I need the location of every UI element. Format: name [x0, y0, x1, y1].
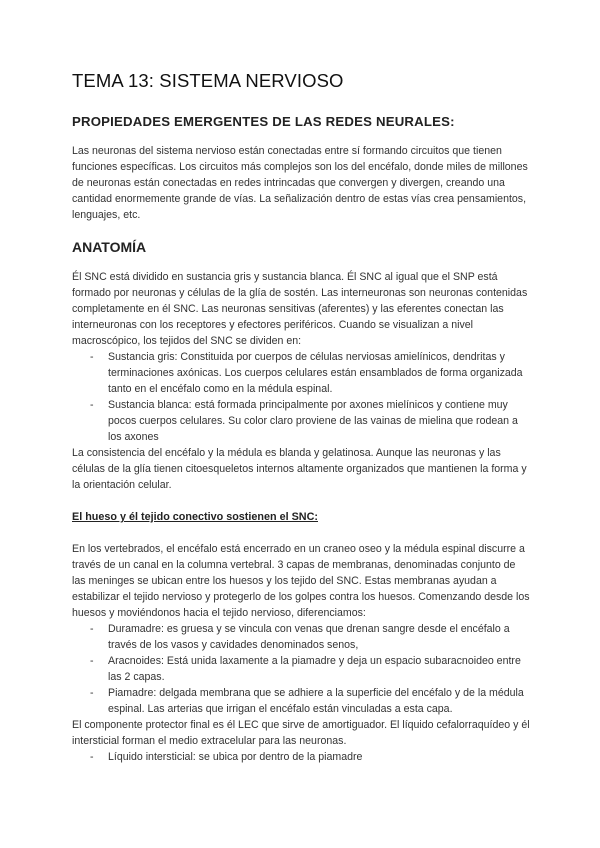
section-heading-propiedades: PROPIEDADES EMERGENTES DE LAS REDES NEURALES: — [72, 114, 455, 129]
subheading-hueso: El hueso y él tejido conectivo sostienen el SNC: — [72, 511, 318, 523]
list-meninges — [72, 621, 530, 717]
list-item: - Aracnoides: Está unida laxamente a la piamadre y deja un espacio subaracnoideo entre las 2 capas. — [108, 653, 530, 685]
list-item: - Sustancia gris: Constituida por cuerpos de células nerviosas amielínicos, dendritas y terminaciones axónicas. Los cuerpos celulares están ensamblados de forma organizada tanto en el encéfalo como en la médula espinal. — [108, 349, 530, 397]
paragraph-consistencia: La consistencia del encéfalo y la médula es blanda y gelatinosa. Aunque las neuronas y las células de la glía tienen citoesqueletos internos altamente organizados que mantienen la forma y la orientación celular. — [72, 447, 527, 491]
section-heading-anatomia: ANATOMÍA — [72, 239, 147, 255]
paragraph-meninges: En los vertebrados, el encéfalo está encerrado en un craneo oseo y la médula espinal discurre a través de un canal en la columna vertebral. 3 capas de membranas, denominadas conjunto de las meninges se ubican entre los huesos y los tejido del SNC. Estas membranas ayudan a estabilizar el tejido nervioso y protegerlo de los golpes contra los huesos. Comenzando desde los huesos y moviéndonos hacia el tejido nervioso, diferenciamos: — [72, 543, 530, 619]
paragraph-lec: El componente protector final es él LEC que sirve de amortiguador. El líquido cefalorraquídeo y él intersticial forman el medio extracelular para las neuronas. — [72, 719, 530, 747]
paragraph-anatomia: Él SNC está dividido en sustancia gris y sustancia blanca. Él SNC al igual que el SNP está formado por neuronas y células de la glía de sostén. Las interneuronas son neuronas contenidas completamente en él SNC. Las neuronas sensitivas (aferentes) y las eferentes conectan las interneuronas con los receptores y efectores periféricos. Cuando se visualizan a nivel macroscópico, los tejidos del SNC se dividen en: — [72, 271, 528, 347]
list-item: - Sustancia blanca: está formada principalmente por axones mielínicos y contiene muy pocos cuerpos celulares. Su color claro proviene de las vainas de mielina que rodean a los axones — [108, 397, 530, 445]
list-item: - Líquido intersticial: se ubica por dentro de la piamadre — [108, 749, 530, 765]
page-title: TEMA 13: SISTEMA NERVIOSO — [72, 70, 344, 91]
list-item: - Piamadre: delgada membrana que se adhiere a la superficie del encéfalo y de la médula espinal. Las arterias que irrigan el encéfalo están vinculadas a esta capa. — [108, 685, 530, 717]
paragraph-propiedades: Las neuronas del sistema nervioso están conectadas entre sí formando circuitos que tienen funciones específicas. Los circuitos más complejos son los del encéfalo, donde miles de millones de neuronas están conectadas en redes intrincadas que convergen y divergen, creando una cantidad enormemente grande de vías. La señalización dentro de estas vías crea pensamientos, lenguajes, etc. — [72, 145, 528, 221]
list-sustancias — [72, 349, 530, 445]
list-liquidos — [72, 749, 530, 765]
list-item: - Duramadre: es gruesa y se vincula con venas que drenan sangre desde el encéfalo a través de los vasos y cavidades denominados senos, — [108, 621, 530, 653]
